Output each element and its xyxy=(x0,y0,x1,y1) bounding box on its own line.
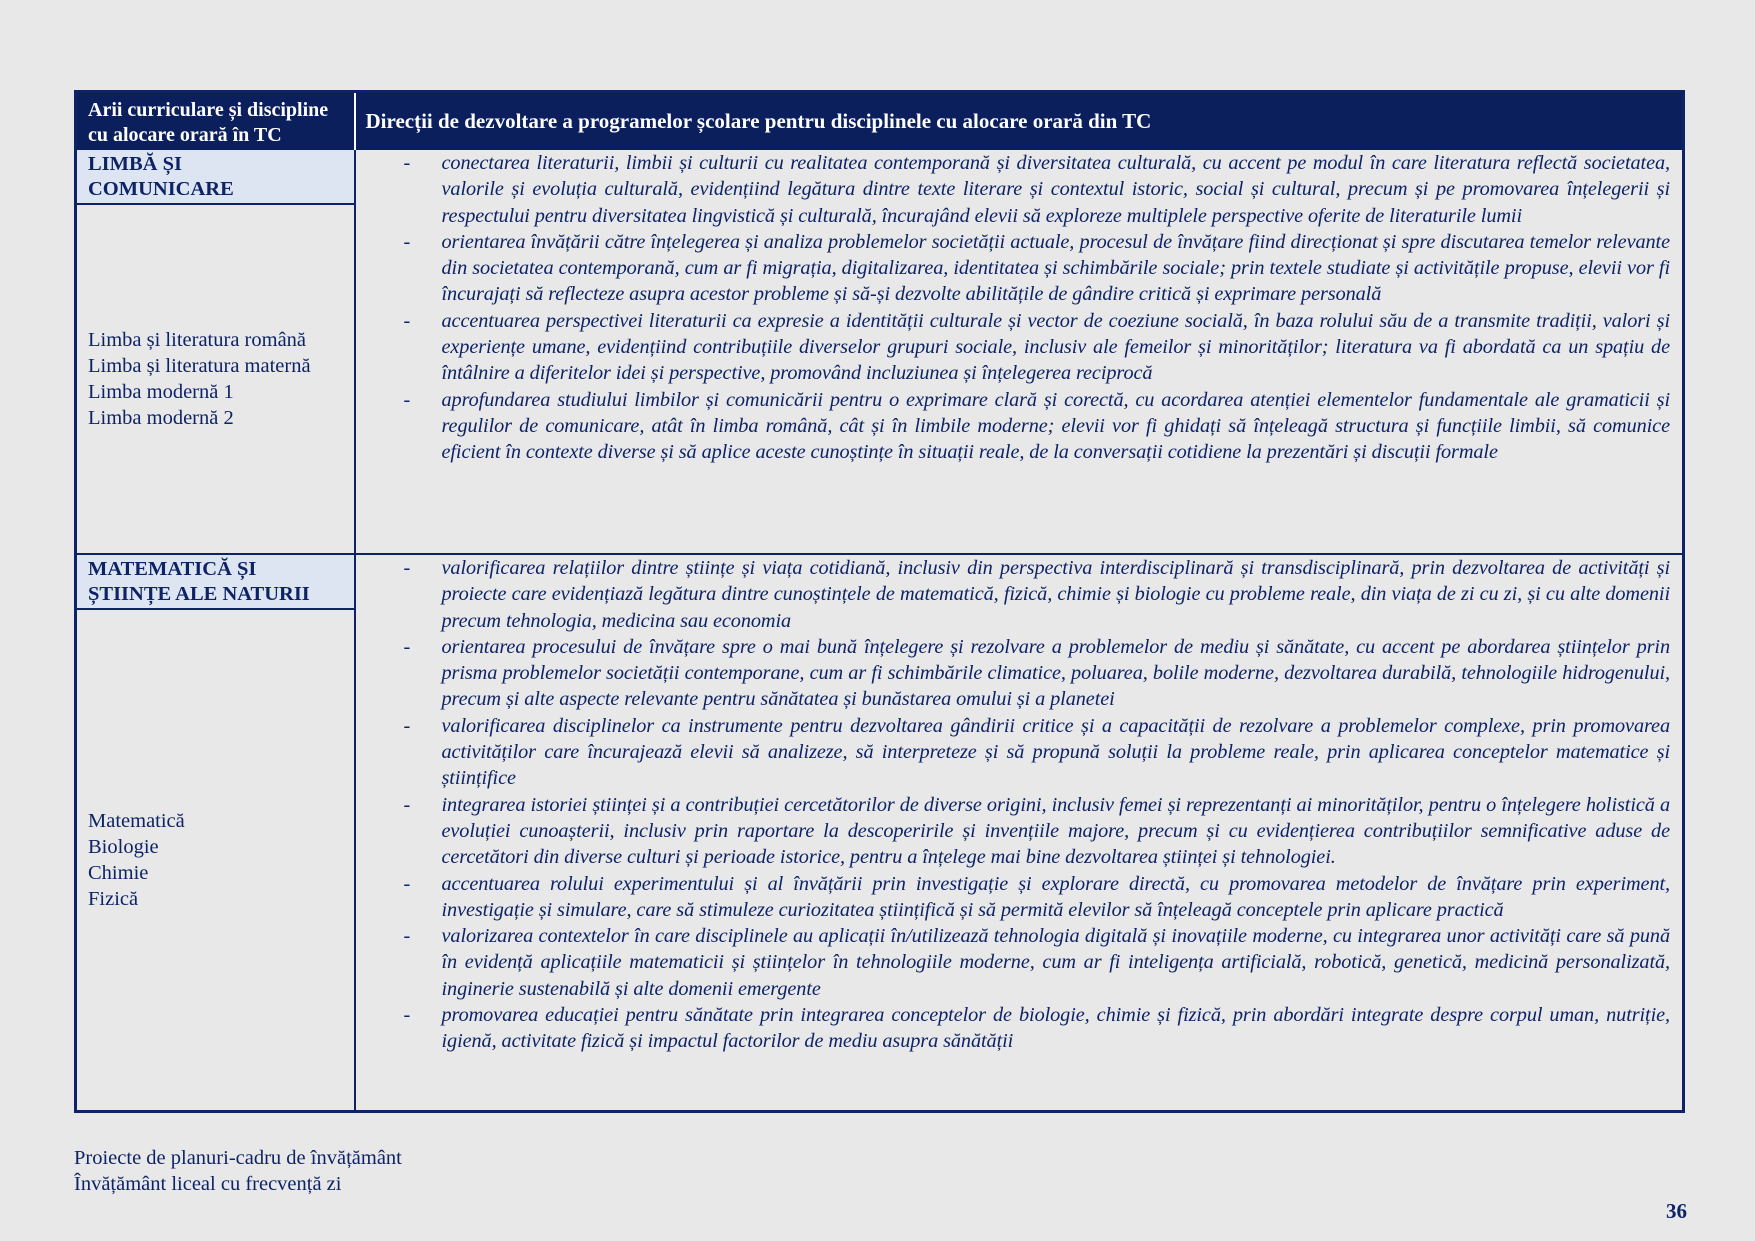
discipline: Matematică xyxy=(88,810,185,832)
area-title-line: ȘTIINȚE ALE NATURII xyxy=(88,583,310,605)
discipline: Limba modernă 2 xyxy=(88,407,234,429)
list-item: - accentuarea perspectivei literaturii ca expresie a identității culturale și vector de coeziune socială, în baza rolului său de a transmite tradiții, valori și experiențe umane, evidențiind contribuțiile diverselor grupuri sociale, inclusiv ale femeilor și minorităților; literatura va fi abordată ca un spațiu de întâlnire a diferitelor idei și perspective, promovând incluziunea și înțelegerea reciprocă xyxy=(403,309,1670,385)
directions-cell xyxy=(355,150,1684,554)
footer-line: Proiecte de planuri-cadru de învățământ xyxy=(74,1147,402,1169)
list-item: - conectarea literaturii, limbii și culturii cu realitatea contemporană și diversitatea culturală, cu accent pe modul în care literatura reflectă societatea, valorile și evoluția culturală, evidențiind legătura dintre texte literare și contextul istoric, social și cultural, precum și pe promovarea înțelegerii și respectului pentru diversitatea lingvistică și culturală, încurajând elevii să exploreze multiplele perspective oferite de literaturile lumii xyxy=(403,152,1670,227)
area-cell xyxy=(76,150,355,554)
list-item: - valorificarea relațiilor dintre științe și viața cotidiană, inclusiv din perspectiva interdisciplinară și transdisciplinară, prin dezvoltarea de activități și proiecte care evidențiază legătura dintre cunoștințele de matematică, fizică, chimie și biologie cu probleme reale, din viața de zi cu zi, și cu alte domenii precum tehnologia, medicina sau economia xyxy=(403,557,1670,632)
directions-list xyxy=(356,150,1683,466)
dash-bullet-icon: - xyxy=(403,793,411,816)
header-curricular-areas: Arii curriculare și discipline cu alocare orară în TC xyxy=(76,92,355,151)
discipline-list xyxy=(77,205,354,553)
header-development-directions: Direcții de dezvoltare a programelor școlare pentru disciplinele cu alocare orară din TC xyxy=(355,92,1684,151)
area-title-line: COMUNICARE xyxy=(88,178,234,200)
dash-bullet-icon: - xyxy=(403,230,411,253)
list-item: - valorificarea disciplinelor ca instrumente pentru dezvoltarea gândirii critice și a capacității de rezolvare a problemelor complexe, prin promovarea activităților care încurajează elevii să analizeze, să interpreteze și să propună soluții la probleme reale, prin aplicarea conceptelor matematice și științifice xyxy=(403,714,1670,790)
dash-bullet-icon: - xyxy=(403,1004,411,1027)
dash-bullet-icon: - xyxy=(403,388,411,411)
dash-bullet-icon: - xyxy=(403,872,411,895)
discipline: Limba și literatura maternă xyxy=(88,355,311,377)
discipline-list xyxy=(77,610,354,1110)
list-item: - promovarea educației pentru sănătate prin integrarea conceptelor de biologie, chimie și fizică, prin abordări integrate despre corpul uman, nutriție, igienă, activitate fizică și impactul factorilor de mediu asupra sănătății xyxy=(403,1004,1670,1053)
discipline: Limba și literatura română xyxy=(88,329,307,351)
list-item: - aprofundarea studiului limbilor și comunicării pentru o exprimare clară și corectă, cu acordarea atenției elementelor fundamentale ale gramaticii și regulilor de comunicare, atât în limba română, cât și în limbile moderne; elevii vor fi ghidați să înțeleagă structura și funcțiile limbii, să comunice eficient în contexte diverse și să aplice aceste cunoștințe în situații reale, de la conversații cotidiene la prezentări și discuții formale xyxy=(403,388,1670,464)
dash-bullet-icon: - xyxy=(403,714,411,737)
dash-bullet-icon: - xyxy=(403,557,411,579)
curriculum-table xyxy=(74,90,1685,1113)
area-title xyxy=(77,555,354,610)
table-row xyxy=(76,150,1684,554)
list-item: - orientarea învățării către înțelegerea și analiza problemelor societății actuale, procesul de învățare fiind direcționat și spre discutarea temelor relevante din societatea contemporană, cum ar fi migrația, digitalizarea, identitatea și schimbările sociale; prin textele studiate și activitățile propuse, elevii vor fi încurajați să reflecteze asupra acestor probleme și să-și dezvolte abilitățile de gândire critică și exprimare personală xyxy=(403,230,1670,306)
table-header-row xyxy=(76,92,1684,151)
page-number: 36 xyxy=(1666,1199,1687,1223)
discipline: Biologie xyxy=(88,836,159,858)
discipline: Fizică xyxy=(88,888,139,910)
list-item: - orientarea procesului de învățare spre o mai bună înțelegere și rezolvare a problemelor de mediu și sănătate, cu accent pe abordarea științelor prin prisma problemelor societății contemporane, cum ar fi schimbările climatice, poluarea, bolile moderne, dezvoltarea durabilă, tehnologiile hidrogenului, precum și alte aspecte relevante pentru sănătatea și bunăstarea omului și a planetei xyxy=(403,635,1670,711)
area-title-line: MATEMATICĂ ȘI xyxy=(88,558,257,580)
table-row xyxy=(76,554,1684,1112)
area-title-line: LIMBĂ ȘI xyxy=(88,153,182,175)
dash-bullet-icon: - xyxy=(403,925,411,948)
dash-bullet-icon: - xyxy=(403,309,411,332)
list-item: - integrarea istoriei științei și a contribuției cercetătorilor de diverse origini, inclusiv femei și reprezentanți ai minorităților, pentru o înțelegere holistică a evoluției cunoașterii, inclusiv prin raportare la descoperirile și invențiile majore, precum și cu evidențierea contribuțiilor semnificative aduse de cercetători din diverse culturi și perioade istorice, pentru a înțelege mai bine dezvoltarea științei și tehnologiei. xyxy=(403,793,1670,869)
footer-line: Învățământ liceal cu frecvență zi xyxy=(74,1173,342,1195)
directions-list xyxy=(356,555,1683,1055)
directions-cell xyxy=(355,554,1684,1112)
discipline: Limba modernă 1 xyxy=(88,381,234,403)
dash-bullet-icon: - xyxy=(403,152,411,174)
list-item: - accentuarea rolului experimentului și al învățării prin investigație și explorare directă, cu promovarea metodelor de învățare prin experiment, investigație și simulare, care să stimuleze curiozitatea științifică și să permită elevilor să înțeleagă conceptele prin aplicare practică xyxy=(403,872,1670,921)
dash-bullet-icon: - xyxy=(403,635,411,658)
area-title xyxy=(77,150,354,205)
discipline: Chimie xyxy=(88,862,149,884)
page-footer xyxy=(74,1145,402,1197)
area-cell xyxy=(76,554,355,1112)
list-item: - valorizarea contextelor în care disciplinele au aplicații în/utilizează tehnologia digitală și inovațiile moderne, cu integrarea unor activități care să pună în evidență aplicațiile matematicii și științelor în tehnologiile moderne, cum ar fi inteligența artificială, robotică, genetică, medicină personalizată, inginerie sustenabilă și alte domenii emergente xyxy=(403,925,1670,1000)
